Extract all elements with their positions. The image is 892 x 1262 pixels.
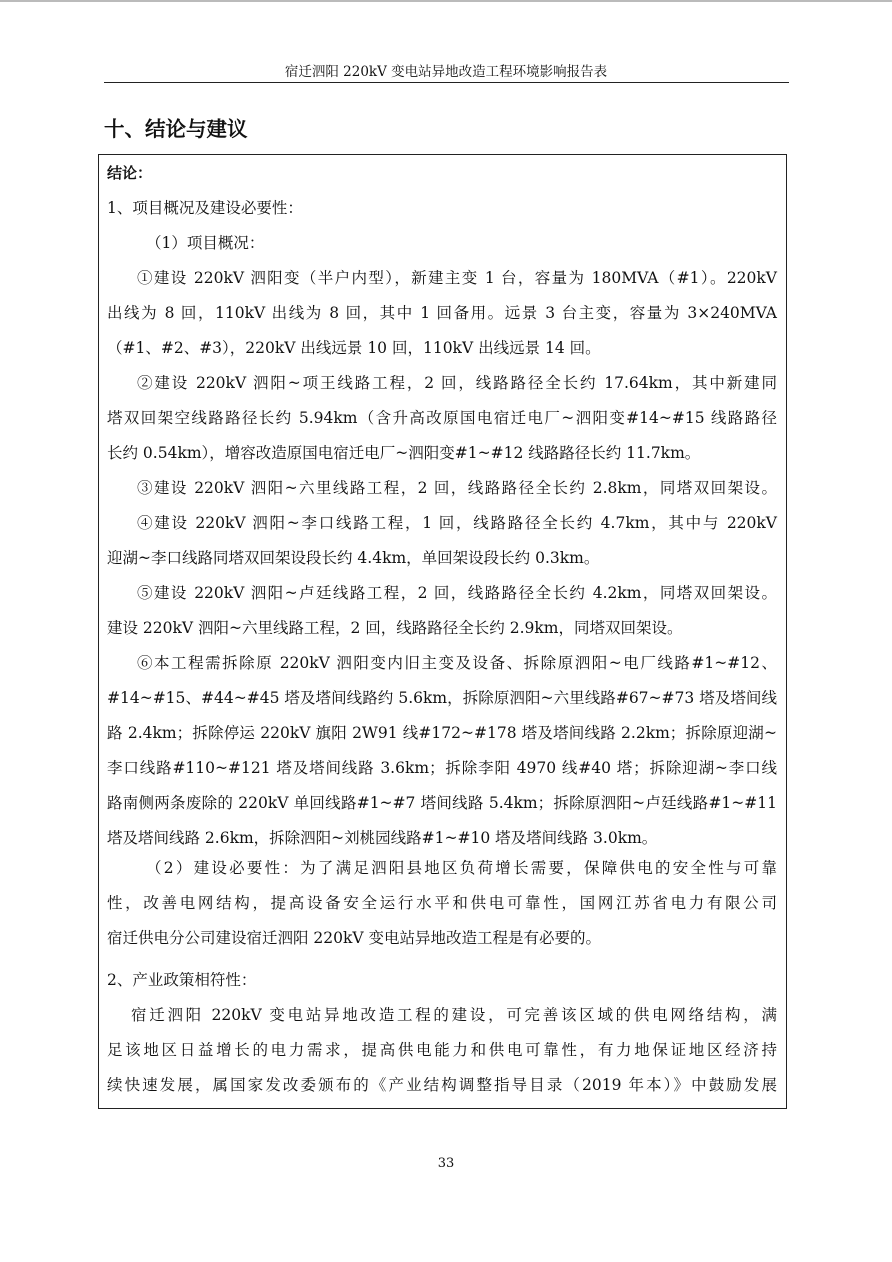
paragraph-line: ⑤建设 220kV 泗阳~卢廷线路工程，2 回，线路路径全长约 4.2km，同塔双回架设。 [137, 584, 777, 602]
paragraph-line: 足该地区日益增长的电力需求，提高供电能力和供电可靠性，有力地保证地区经济持 [107, 1041, 777, 1059]
item-1-heading: 1、项目概况及建设必要性： [107, 199, 303, 217]
paragraph-line: #14~#15、#44~#45 塔及塔间线路约 5.6km，拆除原泗阳~六里线路#67~#73 塔及塔间线 [107, 689, 777, 707]
paragraph-line: 性，改善电网结构，提高设备安全运行水平和供电可靠性，国网江苏省电力有限公司 [107, 894, 777, 912]
paragraph-line: 路南侧两条废除的 220kV 单回线路#1~#7 塔间线路 5.4km；拆除原泗阳~卢廷线路#1~#11 [107, 794, 777, 812]
paragraph-line: ③建设 220kV 泗阳~六里线路工程，2 回，线路路径全长约 2.8km，同塔双回架设。 [137, 479, 777, 497]
paragraph-line: 建设 220kV 泗阳~六里线路工程，2 回，线路路径全长约 2.9km，同塔双回架设。 [107, 619, 683, 637]
paragraph-line: ①建设 220kV 泗阳变（半户内型），新建主变 1 台，容量为 180MVA（#1）。220kV [137, 269, 777, 287]
paragraph-line: ②建设 220kV 泗阳~项王线路工程，2 回，线路路径全长约 17.64km，其中新建同 [137, 374, 777, 392]
report-header-title: 宿迁泗阳 220kV 变电站异地改造工程环境影响报告表 [284, 64, 608, 80]
paragraph-line: 路 2.4km；拆除停运 220kV 旗阳 2W91 线#172~#178 塔及塔间线路 2.2km；拆除原迎湖~ [107, 724, 777, 742]
subitem-1-heading: （1）项目概况： [146, 234, 265, 252]
paragraph-line: 宿迁供电分公司建设宿迁泗阳 220kV 变电站异地改造工程是有必要的。 [107, 929, 602, 947]
page-number: 33 [437, 1156, 455, 1171]
paragraph-line: ⑥本工程需拆除原 220kV 泗阳变内旧主变及设备、拆除原泗阳~电厂线路#1~#12、 [137, 654, 777, 672]
paragraph-line: （#1、#2、#3），220kV 出线远景 10 回，110kV 出线远景 14 回。 [107, 339, 601, 357]
page-top-border [0, 0, 892, 2]
paragraph-line: 李口线路#110~#121 塔及塔间线路 3.6km；拆除李阳 4970 线#40 塔；拆除迎湖~李口线 [107, 759, 777, 777]
paragraph-line: ④建设 220kV 泗阳~李口线路工程，1 回，线路路径全长约 4.7km，其中与 220kV [137, 514, 777, 532]
paragraph-line: 宿迁泗阳 220kV 变电站异地改造工程的建设，可完善该区域的供电网络结构，满 [131, 1006, 777, 1024]
paragraph-line: 续快速发展，属国家发改委颁布的《产业结构调整指导目录（2019 年本）》中鼓励发展 [107, 1076, 777, 1094]
section-title: 十、结论与建议 [104, 117, 248, 141]
paragraph-line: 出线为 8 回，110kV 出线为 8 回，其中 1 回备用。远景 3 台主变，容量为 3×240MVA [107, 304, 777, 322]
paragraph-line: 塔及塔间线路 2.6km，拆除泗阳~刘桃园线路#1~#10 塔及塔间线路 3.0km。 [107, 829, 658, 847]
item-2-heading: 2、产业政策相符性： [107, 971, 257, 989]
paragraph-line: 迎湖~李口线路同塔双回架设段长约 4.4km，单回架设段长约 0.3km。 [107, 549, 600, 567]
paragraph-line: 长约 0.54km），增容改造原国电宿迁电厂~泗阳变#1~#12 线路路径长约 11.7km。 [107, 444, 701, 462]
paragraph-line: 塔双回架空线路路径长约 5.94km（含升高改原国电宿迁电厂~泗阳变#14~#15 线路路径 [107, 409, 777, 427]
paragraph-line: （2）建设必要性：为了满足泗阳县地区负荷增长需要，保障供电的安全性与可靠 [146, 859, 777, 877]
header-divider [104, 82, 789, 83]
conclusion-heading: 结论： [107, 164, 153, 182]
